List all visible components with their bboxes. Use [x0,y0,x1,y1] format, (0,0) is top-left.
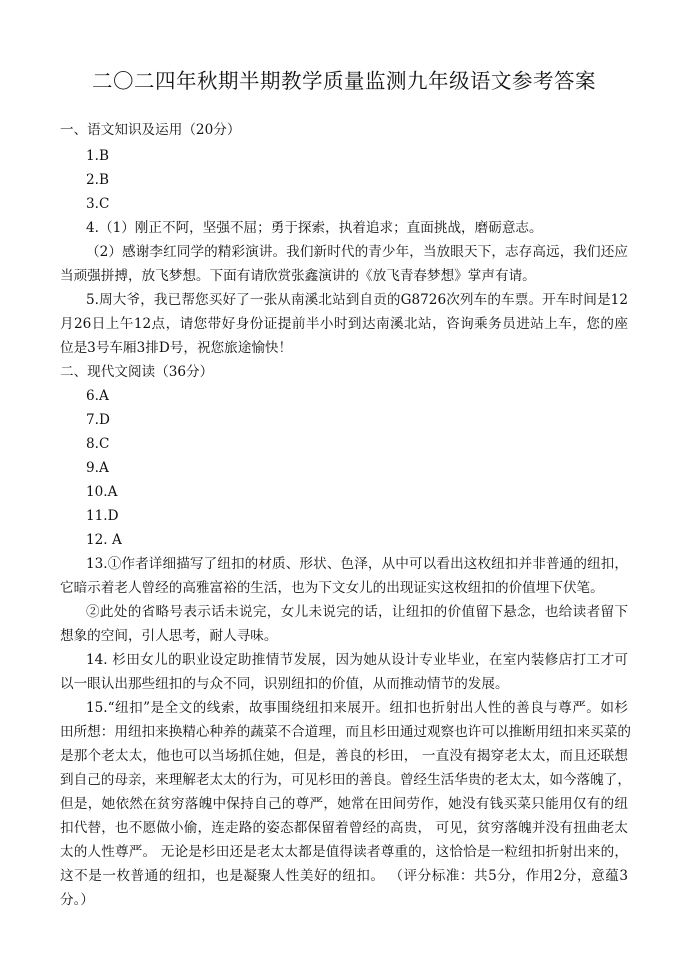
answer-line: 田所想：用纽扣来换精心种养的蔬菜不合道理，而且杉田通过观察也许可以推断用纽扣来买菜的 [60,724,631,740]
answer-line: （2）感谢李红同学的精彩演讲。我们新时代的青少年，当放眼天下，志存高远，我们还应 [86,244,628,260]
answer-line: 月26日上午12点，请您带好身份证提前半小时到达南溪北站，咨询乘务员进站上车，您的座 [60,316,628,332]
answer-line: 6.A [86,388,109,404]
answer-line: 13.①作者详细描写了纽扣的材质、形状、色泽，从中可以看出这枚纽扣并非普通的纽扣， [86,556,628,572]
answer-line: 扣代替，也不愿做小偷，连走路的姿态都保留着曾经的高贵， 可见，贫穷落魄并没有扭曲老太 [60,820,628,836]
answer-line: 15.“纽扣”是全文的线索，故事围绕纽扣来展开。纽扣也折射出人性的善良与尊严。如杉 [86,700,628,716]
answer-line: 9.A [86,460,109,476]
answer-line: 想象的空间，引人思考，耐人寻味。 [60,628,278,644]
answer-line: 但是，她依然在贫穷落魄中保持自己的尊严，她常在田间劳作，她没有钱买菜只能用仅有的纽 [60,796,628,812]
answer-line: 分。） [60,892,94,908]
answer-line: 5.周大爷，我已帮您买好了一张从南溪北站到自贡的G8726次列车的车票。开车时间是12 [86,292,628,308]
answer-line: 4.（1）刚正不阿，坚强不屈；勇于探索，执着追求；直面挑战，磨砺意志。 [86,220,543,236]
answer-line: 1.B [86,148,109,164]
answer-line: 位是3号车厢3排D号，祝您旅途愉快！ [60,340,293,356]
answer-line: 当顽强拼搏，放飞梦想。下面有请欣赏张鑫演讲的《放飞青春梦想》掌声有请。 [60,268,536,284]
answer-line: 10.A [86,484,118,500]
answer-line: 8.C [86,436,110,452]
answer-line: 2.B [86,172,109,188]
answer-line: 到自己的母亲，来理解老太太的行为，可见杉田的善良。曾经生活华贵的老太太，如今落魄了， [60,772,631,788]
answer-line: 12. A [86,532,122,548]
page-title: 二〇二四年秋期半期教学质量监测九年级语文参考答案 [92,69,596,93]
answer-line: 3.C [86,196,110,212]
answer-line: ②此处的省略号表示话未说完，女儿未说完的话，让纽扣的价值留下悬念，也给读者留下 [86,604,628,620]
answer-line: 太的人性尊严。 无论是杉田还是老太太都是值得读者尊重的，这恰恰是一粒纽扣折射出来的， [60,844,628,860]
section-heading-2: 二、现代文阅读（36分） [60,364,214,380]
answer-line: 以一眼认出那些纽扣的与众不同，识别纽扣的价值，从而推动情节的发展。 [60,676,509,692]
answer-line: 7.D [86,412,110,428]
answer-line: 11.D [86,508,119,524]
section-heading-1: 一、语文知识及运用（20分） [60,122,241,138]
answer-line: 14. 杉田女儿的职业设定助推情节发展，因为她从设计专业毕业，在室内装修店打工才可 [86,652,628,668]
answer-line: 它暗示着老人曾经的高雅富裕的生活，也为下文女儿的出现证实这枚纽扣的价值埋下伏笔。 [60,580,604,596]
answer-line: 是那个老太太，他也可以当场抓住她，但是，善良的杉田， 一直没有揭穿老太太，而且还联想 [60,748,628,764]
answer-line: 这不是一枚普通的纽扣，也是凝聚人性美好的纽扣。 （评分标准：共5分，作用2分，意蕴3 [60,868,628,884]
